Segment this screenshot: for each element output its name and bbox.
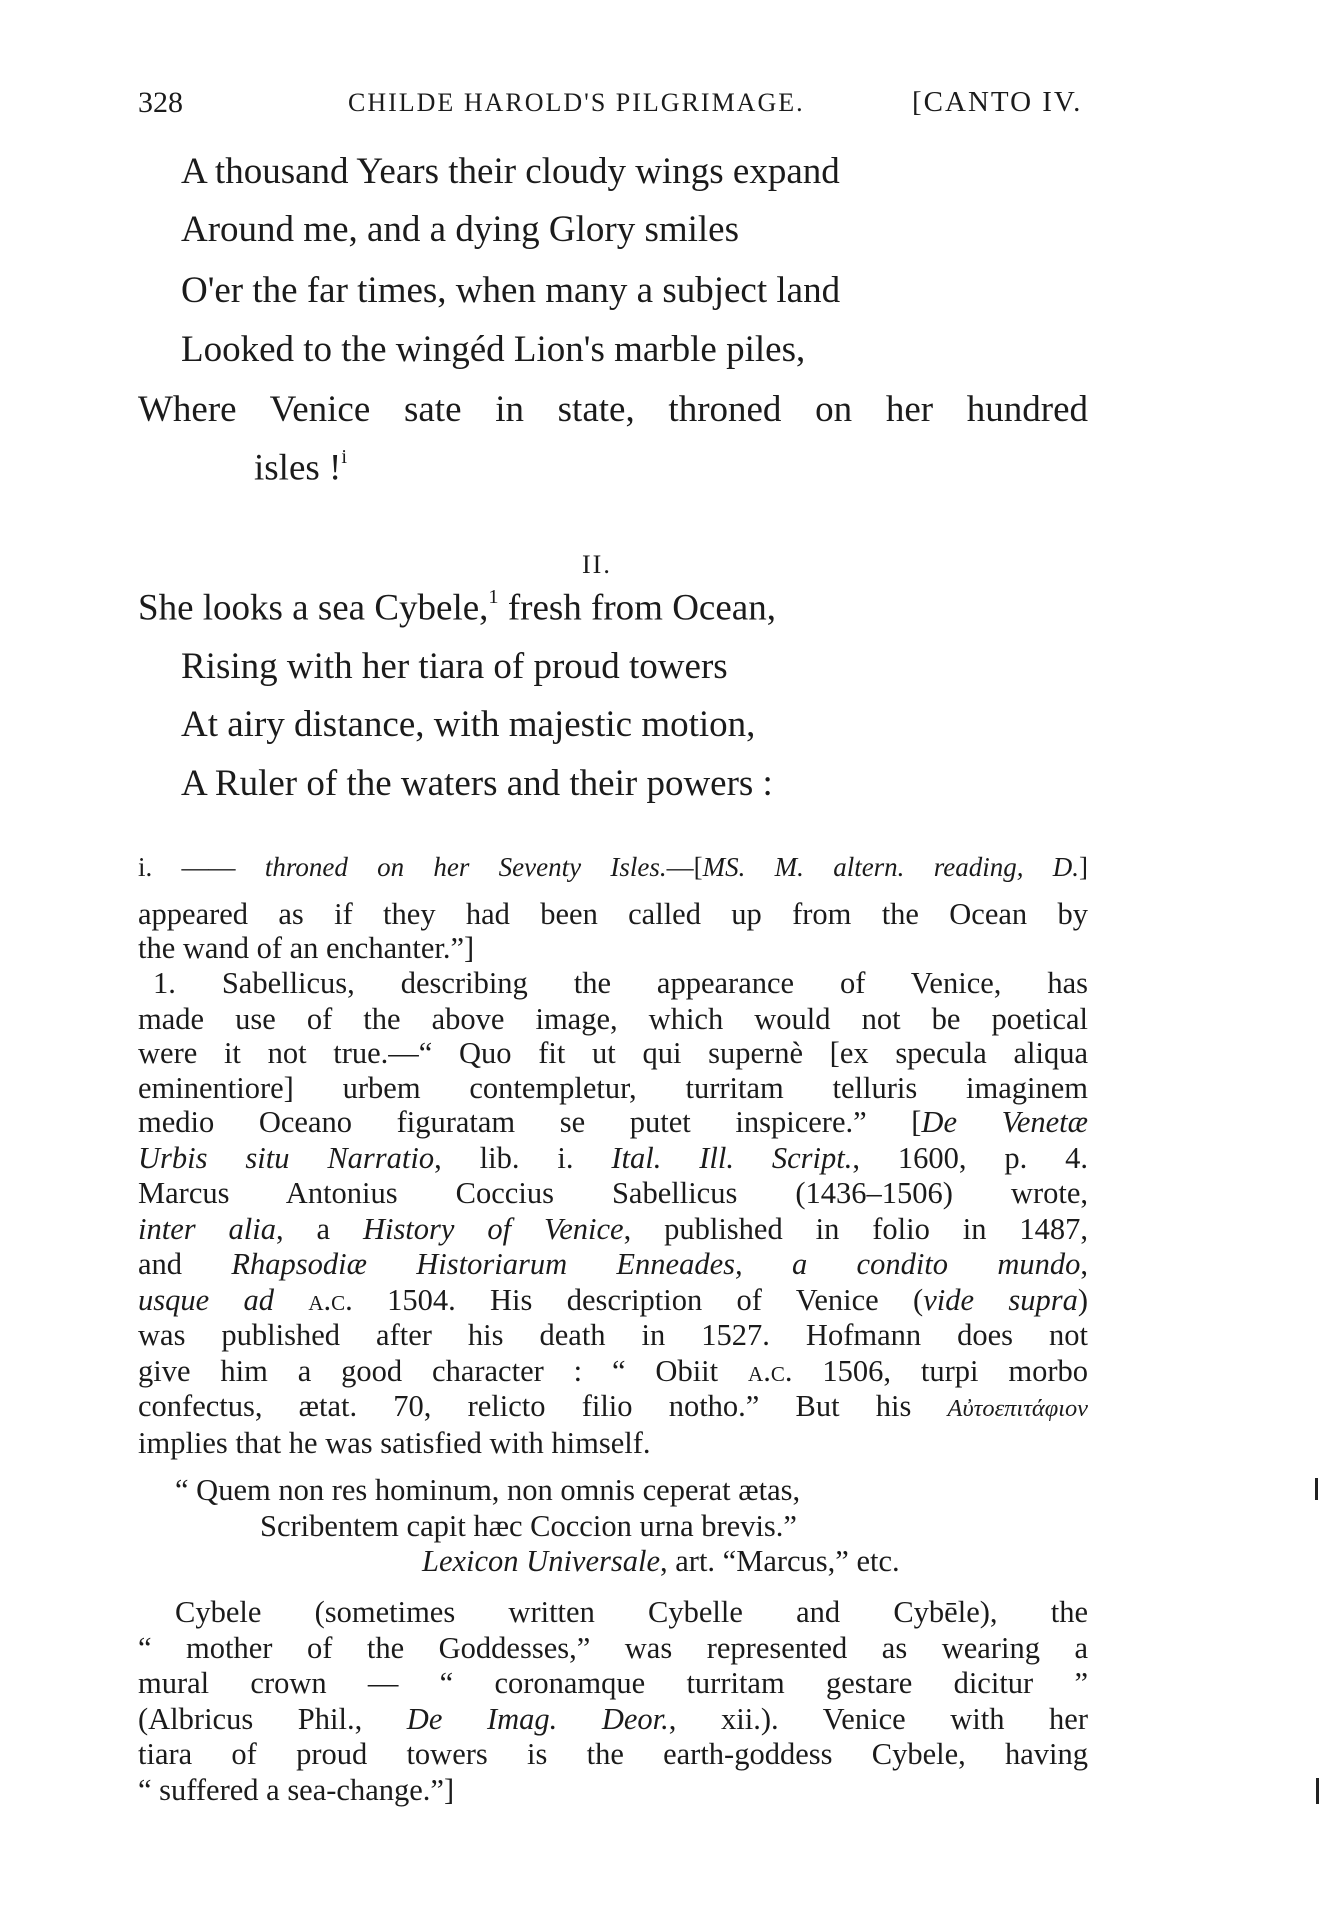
stanza-1-end-line xyxy=(181,272,840,309)
text-run: appeared as if they had been called up from the Ocean by xyxy=(138,897,1088,931)
text-run: confectus, ætat. 70, relicto filio notho.” But his xyxy=(138,1389,948,1423)
text-run: made use of the above image, which would not be poetical xyxy=(138,1002,1088,1036)
small-caps-run: a.c. xyxy=(308,1283,353,1317)
epitaph-line xyxy=(175,1475,800,1506)
greek-word: Αὐτοεπιτάφιον xyxy=(947,1395,1088,1422)
stanza-2-line xyxy=(138,586,776,629)
epitaph-line xyxy=(260,1511,797,1542)
text-run: , xii.). Venice with her xyxy=(668,1702,1088,1736)
variant-note-line xyxy=(138,854,1088,881)
italic-run: De Venetæ xyxy=(921,1105,1088,1139)
notes-line xyxy=(138,1038,1088,1069)
cybele-note-line xyxy=(138,1739,1088,1770)
text-run: was published after his death in 1527. Hofmann does not xyxy=(138,1318,1088,1352)
footnote-marker: 1 xyxy=(488,586,499,608)
small-caps-run: a.c. xyxy=(748,1354,793,1388)
text-run: ) xyxy=(1077,1283,1088,1317)
italic-run: De Imag. Deor. xyxy=(406,1702,669,1736)
stanza-1-end-line xyxy=(181,331,805,368)
notes-line xyxy=(138,1428,650,1459)
text-run: 1506, turpi morbo xyxy=(792,1354,1088,1388)
italic-run: MS. M. altern. reading, D. xyxy=(702,852,1079,882)
text-run: Scribentem capit hæc Coccion urna brevis.” xyxy=(260,1509,797,1543)
stanza-1-end-line xyxy=(138,391,1088,428)
text-run: , lib. i. xyxy=(434,1141,612,1175)
stanza-1-end-line xyxy=(254,446,348,489)
italic-run: Ital. Ill. Script. xyxy=(611,1141,853,1175)
canto-label: [CANTO IV. xyxy=(912,86,1083,118)
text-run: A Ruler of the waters and their powers : xyxy=(181,763,773,804)
text-run: O'er the far times, when many a subject land xyxy=(181,270,841,311)
text-run: , published in folio in 1487, xyxy=(623,1212,1088,1246)
notes-line xyxy=(138,1391,1088,1422)
cybele-note-line xyxy=(175,1597,1088,1628)
text-run: eminentiore] urbem contempletur, turritam telluris imaginem xyxy=(138,1071,1088,1105)
text-run: mural crown — “ coronamque turritam gestare dicitur ” xyxy=(138,1666,1088,1700)
text-run: were it not true.—“ Quo fit ut qui supernè [ex specula aliqua xyxy=(138,1036,1088,1070)
text-run: , 1600, p. 4. xyxy=(852,1141,1088,1175)
text-run: “ mother of the Goddesses,” was represented as wearing a xyxy=(138,1631,1088,1665)
italic-run: Urbis situ Narratio xyxy=(138,1141,435,1175)
scan-artifact xyxy=(1315,1478,1318,1500)
notes-line xyxy=(138,1004,1088,1035)
text-run: fresh from Ocean, xyxy=(498,587,776,629)
text-run: Around me, and a dying Glory smiles xyxy=(181,209,739,250)
cybele-note-line xyxy=(138,1668,1088,1699)
text-run: Cybele (sometimes written Cybelle and Cybēle), the xyxy=(175,1595,1088,1629)
text-run: tiara of proud towers is the earth-goddess Cybele, having xyxy=(138,1737,1088,1771)
notes-line xyxy=(153,968,1088,999)
notes-line xyxy=(138,933,474,964)
text-run: She looks a sea Cybele, xyxy=(138,587,489,629)
text-run: the wand of an enchanter.”] xyxy=(138,931,475,965)
notes-line xyxy=(138,1214,1088,1245)
epitaph-line xyxy=(422,1546,900,1577)
text-run: , art. “Marcus,” etc. xyxy=(660,1544,900,1578)
italic-run: inter alia xyxy=(138,1212,276,1246)
text-run: i. —— xyxy=(138,852,265,882)
italic-run: vide supra xyxy=(923,1283,1078,1317)
text-run: , a xyxy=(275,1212,363,1246)
stanza-2-line xyxy=(181,765,773,802)
text-run: implies that he was satisfied with himself. xyxy=(138,1426,651,1460)
stanza-number: II. xyxy=(582,550,612,579)
stanza-1-end-line xyxy=(181,211,739,248)
cybele-note-line xyxy=(138,1633,1088,1664)
text-run: 1504. His description of Venice ( xyxy=(352,1283,924,1317)
italic-run: Lexicon Universale xyxy=(422,1544,660,1578)
text-run: 1. Sabellicus, describing the appearance of Venice, has xyxy=(153,966,1088,1000)
text-run: “ suffered a sea-change.”] xyxy=(138,1773,455,1807)
text-run: , xyxy=(1080,1247,1088,1281)
notes-line xyxy=(138,899,1088,930)
notes-line xyxy=(138,1073,1088,1104)
scan-artifact xyxy=(1316,1778,1319,1804)
cybele-note-line xyxy=(138,1775,454,1806)
text-run: and xyxy=(138,1247,232,1281)
text-run: A thousand Years their cloudy wings expand xyxy=(181,151,840,192)
stanza-1-end-line xyxy=(181,153,840,190)
text-run: (Albricus Phil., xyxy=(138,1702,407,1736)
text-run: ] xyxy=(1079,852,1088,882)
notes-line xyxy=(138,1356,1088,1387)
text-run: Marcus Antonius Coccius Sabellicus (1436–1506) wrote, xyxy=(138,1176,1088,1210)
notes-line xyxy=(138,1178,1088,1209)
text-run xyxy=(274,1283,308,1317)
notes-line xyxy=(138,1249,1088,1280)
notes-line xyxy=(138,1107,1088,1138)
text-run: —[ xyxy=(666,852,703,882)
notes-line xyxy=(138,1320,1088,1351)
italic-run: usque ad xyxy=(138,1283,274,1317)
stanza-2-line xyxy=(181,706,755,743)
italic-run: History of Venice xyxy=(362,1212,624,1246)
page-number: 328 xyxy=(138,86,183,119)
notes-line xyxy=(138,1143,1088,1174)
running-title: CHILDE HAROLD'S PILGRIMAGE. xyxy=(348,88,805,117)
footnote-marker: i xyxy=(341,446,348,468)
stanza-2-line xyxy=(181,648,728,685)
italic-run: Rhapsodiæ Historiarum Enneades, a condito mundo xyxy=(231,1247,1081,1281)
notes-line xyxy=(138,1285,1088,1316)
cybele-note-line xyxy=(138,1704,1088,1735)
text-run: isles ! xyxy=(254,447,342,489)
text-run: Where Venice sate in state, throned on her hundred xyxy=(138,389,1088,430)
italic-run: throned on her Seventy Isles. xyxy=(264,852,667,882)
text-run: At airy distance, with majestic motion, xyxy=(181,704,756,745)
text-run: medio Oceano figuratam se putet inspicere.” [ xyxy=(138,1105,922,1139)
text-run: “ Quem non res hominum, non omnis ceperat ætas, xyxy=(175,1473,801,1507)
text-run: give him a good character : “ Obiit xyxy=(138,1354,749,1388)
text-run: Rising with her tiara of proud towers xyxy=(181,646,728,687)
text-run: Looked to the wingéd Lion's marble piles, xyxy=(181,329,806,370)
